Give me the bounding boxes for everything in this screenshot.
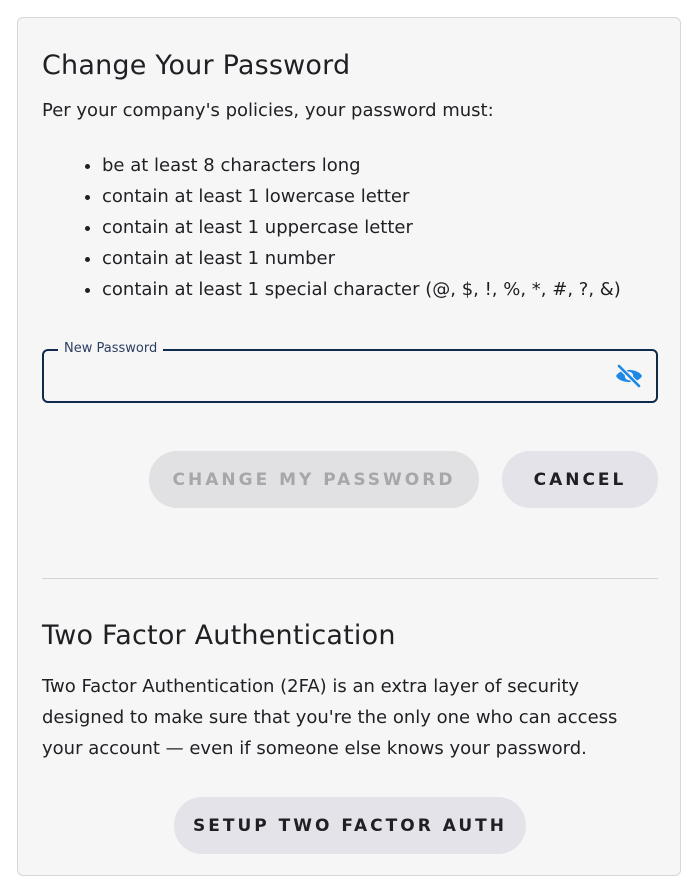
eye-slash-icon[interactable]: [614, 363, 644, 389]
password-policy-intro: Per your company's policies, your password must:: [42, 100, 494, 121]
password-rules-list: [76, 150, 621, 305]
new-password-label: New Password: [58, 341, 163, 357]
list-item: • contain at least 1 lowercase letter: [102, 181, 621, 212]
two-factor-title: Two Factor Authentication: [42, 620, 396, 651]
list-item: • be at least 8 characters long: [102, 150, 621, 181]
cancel-button[interactable]: CANCEL: [502, 451, 658, 508]
change-password-title: Change Your Password: [42, 50, 351, 81]
list-item: • contain at least 1 uppercase letter: [102, 212, 621, 243]
change-password-button[interactable]: CHANGE MY PASSWORD: [149, 451, 479, 508]
list-item: • contain at least 1 special character (@, $, !, %, *, #, ?, &): [102, 274, 621, 305]
new-password-field[interactable]: [42, 341, 658, 403]
setup-two-factor-button[interactable]: SETUP TWO FACTOR AUTH: [174, 797, 526, 854]
settings-card: [17, 17, 681, 876]
section-divider: [42, 578, 658, 579]
new-password-input[interactable]: [56, 361, 600, 393]
list-item: • contain at least 1 number: [102, 243, 621, 274]
two-factor-description: Two Factor Authentication (2FA) is an extra layer of security designed to make sure that you're the only one who can access your account — even if someone else knows your password.: [42, 676, 618, 759]
